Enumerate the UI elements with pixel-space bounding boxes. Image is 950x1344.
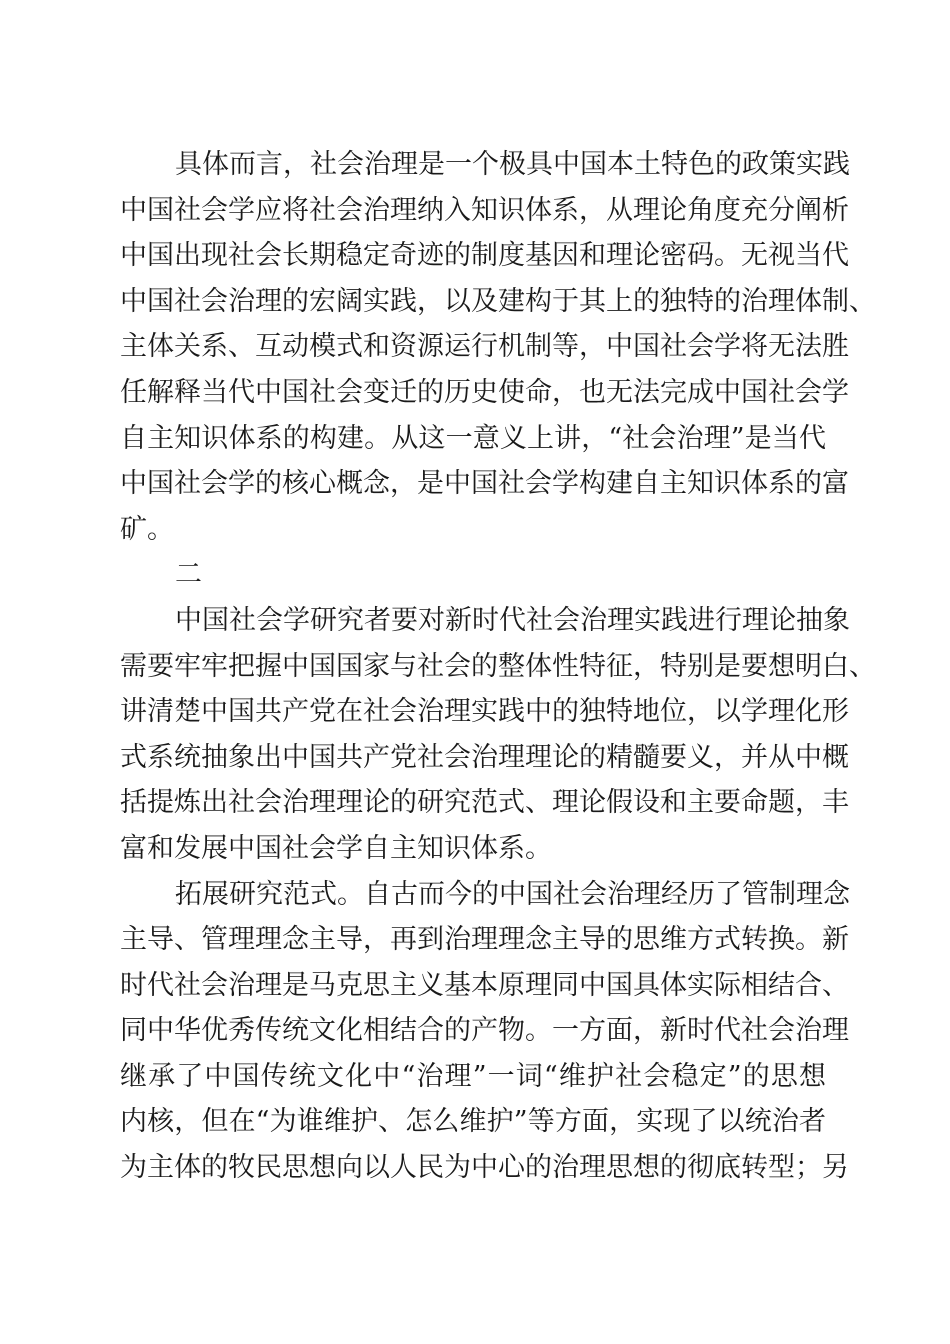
text-line: 主体关系、互动模式和资源运行机制等，中国社会学将无法胜 bbox=[120, 331, 849, 363]
text-line: 中国社会学研究者要对新时代社会治理实践进行理论抽象 bbox=[175, 604, 850, 636]
text-line: 继承了中国传统文化中“治理”一词“维护社会稳定”的思想 bbox=[120, 1060, 826, 1092]
text-line: 中国社会学应将社会治理纳入知识体系，从理论角度充分阐析 bbox=[120, 194, 849, 226]
text-line: 括提炼出社会治理理论的研究范式、理论假设和主要命题，丰 bbox=[120, 787, 849, 819]
body-text bbox=[120, 142, 876, 1191]
text-line: 主导、管理理念主导，再到治理理念主导的思维方式转换。新 bbox=[120, 924, 849, 956]
text-line: 具体而言，社会治理是一个极具中国本土特色的政策实践 bbox=[175, 149, 850, 180]
text-line: 富和发展中国社会学自主知识体系。 bbox=[120, 832, 552, 864]
text-line: 需要牢牢把握中国国家与社会的整体性特征，特别是要想明白、 bbox=[120, 650, 876, 682]
text-line: 中国社会学的核心概念，是中国社会学构建自主知识体系的富 bbox=[120, 468, 849, 500]
text-line: 拓展研究范式。自古而今的中国社会治理经历了管制理念 bbox=[175, 878, 850, 910]
text-line: 讲清楚中国共产党在社会治理实践中的独特地位，以学理化形 bbox=[120, 696, 849, 728]
text-line: 二 bbox=[175, 559, 202, 591]
text-line: 式系统抽象出中国共产党社会治理理论的精髓要义，并从中概 bbox=[120, 741, 849, 773]
text-line: 自主知识体系的构建。从这一意义上讲，“社会治理”是当代 bbox=[120, 422, 826, 454]
text-line: 时代社会治理是马克思主义基本原理同中国具体实际相结合、 bbox=[120, 969, 849, 1001]
text-line: 内核，但在“为谁维护、怎么维护”等方面，实现了以统治者 bbox=[120, 1106, 826, 1138]
text-line: 中国社会治理的宏阔实践，以及建构于其上的独特的治理体制、 bbox=[120, 285, 876, 317]
text-line: 同中华优秀传统文化相结合的产物。一方面，新时代社会治理 bbox=[120, 1015, 849, 1047]
text-line: 矿。 bbox=[120, 513, 174, 545]
text-line: 中国出现社会长期稳定奇迹的制度基因和理论密码。无视当代 bbox=[120, 240, 849, 272]
text-line: 为主体的牧民思想向以人民为中心的治理思想的彻底转型；另 bbox=[120, 1152, 849, 1184]
text-line: 任解释当代中国社会变迁的历史使命，也无法完成中国社会学 bbox=[120, 376, 849, 408]
